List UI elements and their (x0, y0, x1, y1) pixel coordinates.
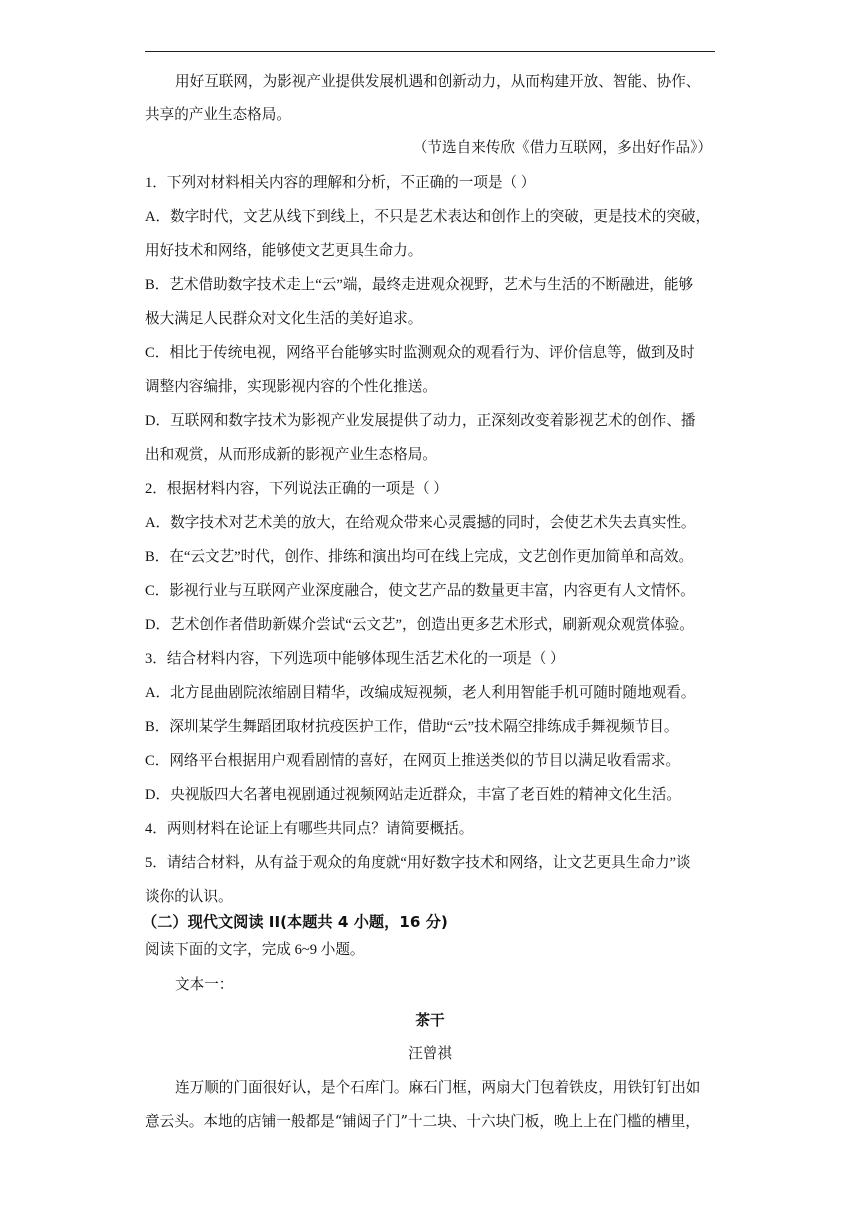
q2-option-a: A．数字技术对艺术美的放大，在给观众带来心灵震撼的同时，会使艺术失去真实性。 (145, 515, 696, 531)
q1-option-c-line-2: 调整内容编排，实现影视内容的个性化推送。 (145, 379, 437, 395)
q2-option-d: D．艺术创作者借助新媒介尝试“云文艺”，创造出更多艺术形式，刷新观众观赏体验。 (145, 617, 694, 633)
q2-stem: 2．根据材料内容，下列说法正确的一项是（ ） (145, 481, 448, 497)
story-title: 茶干 (415, 1012, 445, 1029)
source-citation: （节选自来传欣《借力互联网，多出好作品》） (412, 139, 712, 156)
story-paragraph-line-2: 意云头。本地的店铺一般都是“铺闼子门”十二块、十六块门板，晚上上在门槛的槽里， (145, 1113, 700, 1130)
q3-stem: 3．结合材料内容，下列选项中能够体现生活艺术化的一项是（ ） (145, 651, 565, 667)
q2-option-c: C．影视行业与互联网产业深度融合，使文艺产品的数量更丰富，内容更有人文情怀。 (145, 583, 695, 599)
q1-option-b-line-1: B．艺术借助数字技术走上“云”端，最终走进观众视野，艺术与生活的不断融进，能够 (145, 277, 694, 293)
header-rule (145, 51, 715, 52)
q5-stem-line-2: 谈你的认识。 (145, 889, 233, 905)
q5-stem-line-1: 5．请结合材料，从有益于观众的角度就“用好数字技术和网络，让文艺更具生命力”谈 (145, 855, 691, 871)
q3-option-b: B．深圳某学生舞蹈团取材抗疫医护工作，借助“云”技术隔空排练成手舞视频节目。 (145, 719, 679, 735)
q1-option-b-line-2: 极大满足人民群众对文化生活的美好追求。 (145, 311, 423, 327)
passage-line-2: 共享的产业生态格局。 (145, 106, 291, 123)
q2-option-b: B．在“云文艺”时代，创作、排练和演出均可在线上完成，文艺创作更加简单和高效。 (145, 549, 694, 565)
story-paragraph-line-1: 连万顺的门面很好认，是个石库门。麻石门框，两扇大门包着铁皮，用铁钉钉出如 (175, 1079, 701, 1096)
section-heading: （二）现代文阅读 II(本题共 4 小题，16 分) (142, 913, 448, 931)
q3-option-a: A．北方昆曲剧院浓缩剧目精华，改编成短视频，老人利用智能手机可随时随地观看。 (145, 685, 696, 701)
story-author: 汪曾祺 (408, 1045, 452, 1062)
text-label: 文本一： (175, 976, 234, 993)
q3-option-d: D．央视版四大名著电视剧通过视频网站走近群众，丰富了老百姓的精神文化生活。 (145, 787, 681, 803)
passage-line-1: 用好互联网，为影视产业提供发展机遇和创新动力，从而构建开放、智能、协作、 (175, 73, 701, 90)
q1-option-c-line-1: C．相比于传统电视，网络平台能够实时监测观众的观看行为、评价信息等，做到及时 (145, 345, 695, 361)
q1-option-d-line-2: 出和观赏，从而形成新的影视产业生态格局。 (145, 447, 437, 463)
q1-option-d-line-1: D．互联网和数字技术为影视产业发展提供了动力，正深刻改变着影视艺术的创作、播 (145, 413, 696, 429)
q1-option-a-line-1: A．数字时代，文艺从线下到线上，不只是艺术表达和创作上的突破，更是技术的突破， (145, 209, 711, 225)
q4-stem: 4．两则材料在论证上有哪些共同点？请简要概括。 (145, 821, 474, 837)
reading-instruction: 阅读下面的文字，完成 6~9 小题。 (145, 942, 365, 958)
q3-option-c: C．网络平台根据用户观看剧情的喜好，在网页上推送类似的节目以满足收看需求。 (145, 753, 681, 769)
q1-stem: 1．下列对材料相关内容的理解和分析，不正确的一项是（ ） (145, 175, 536, 191)
q1-option-a-line-2: 用好技术和网络，能够使文艺更具生命力。 (145, 243, 423, 259)
